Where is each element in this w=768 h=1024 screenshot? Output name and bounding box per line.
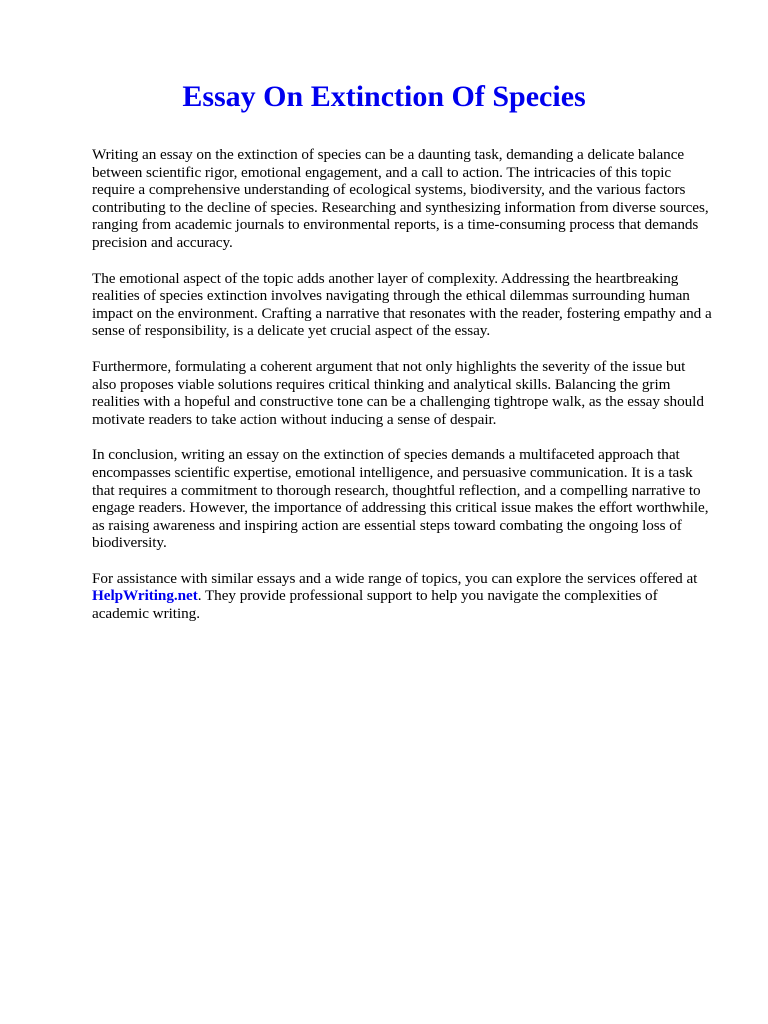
document-body	[92, 146, 712, 641]
page-title: Essay On Extinction Of Species	[182, 80, 586, 113]
paragraph-conclusion: In conclusion, writing an essay on the extinction of species demands a multifaceted approach that encompasses scientific expertise, emotional intelligence, and persuasive communication. It is a task that requires a commitment to thorough research, thoughtful reflection, and a compelling narrative to engage readers. However, the importance of addressing this critical issue makes the effort worthwhile, as raising awareness and inspiring action are essential steps toward combating the ongoing loss of biodiversity.	[92, 446, 709, 552]
closing-text-after-link: . They provide professional support to help you navigate the complexities of academic writing.	[92, 587, 658, 623]
closing-text-before-link: For assistance with similar essays and a wide range of topics, you can explore the services offered at	[92, 569, 698, 587]
paragraph-closing	[92, 570, 712, 623]
helpwriting-link[interactable]: HelpWriting.net	[92, 587, 198, 605]
paragraph-emotional-aspect: The emotional aspect of the topic adds another layer of complexity. Addressing the heartbreaking realities of species extinction involves navigating through the ethical dilemmas surrounding human impact on the environment. Crafting a narrative that resonates with the reader, fostering empathy and a sense of responsibility, is a delicate yet crucial aspect of the essay.	[92, 269, 712, 340]
paragraph-argument: Furthermore, formulating a coherent argument that not only highlights the severity of the issue but also proposes viable solutions requires critical thinking and analytical skills. Balancing the grim realities with a hopeful and constructive tone can be a challenging tightrope walk, as the essay should motivate readers to take action without inducing a sense of despair.	[92, 357, 704, 428]
paragraph-intro: Writing an essay on the extinction of species can be a daunting task, demanding a delicate balance between scientific rigor, emotional engagement, and a call to action. The intricacies of this topic require a comprehensive understanding of ecological systems, biodiversity, and the various factors contributing to the decline of species. Researching and synthesizing information from diverse sources, ranging from academic journals to environmental reports, is a time-consuming process that demands precision and accuracy.	[92, 146, 709, 251]
